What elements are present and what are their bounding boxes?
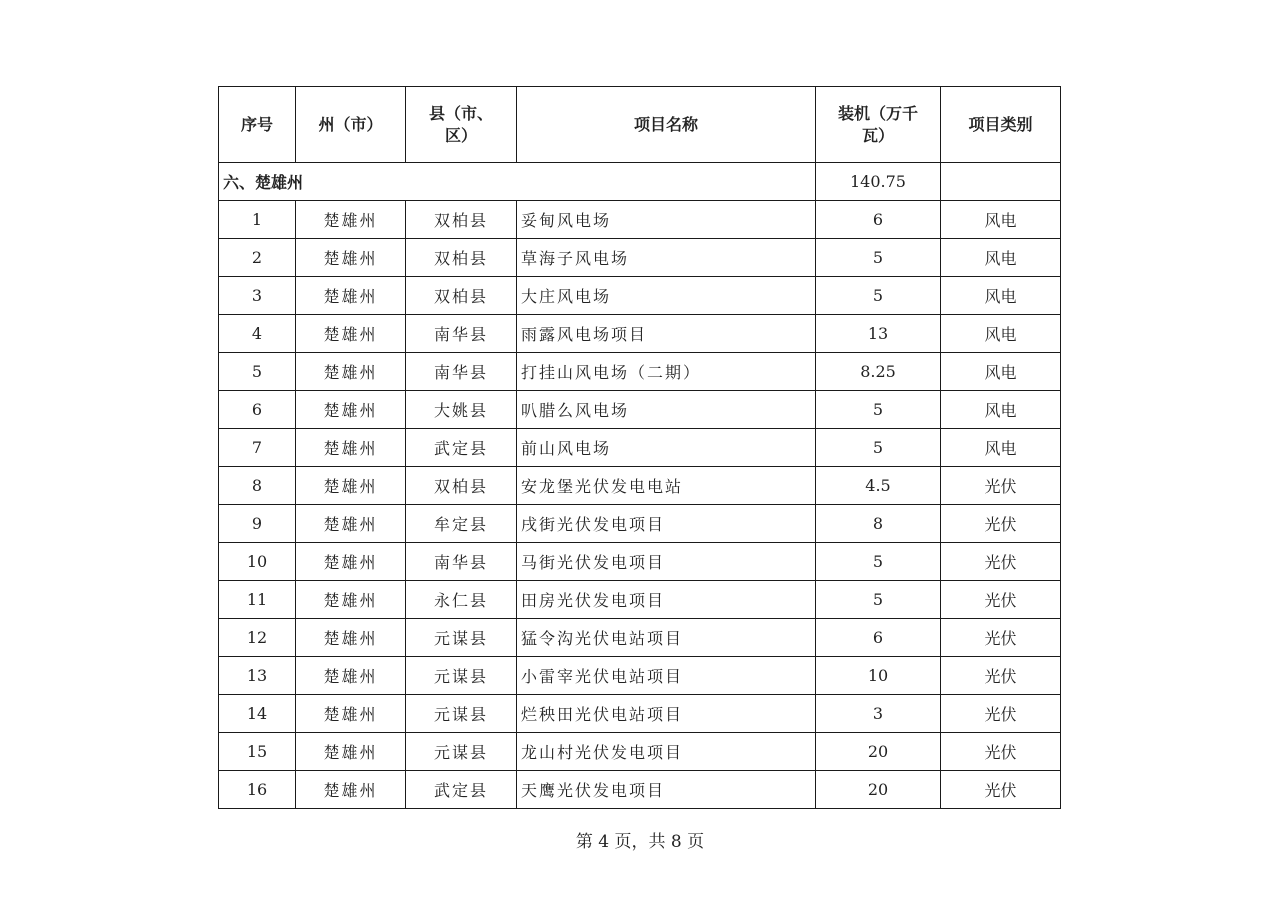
cell-prefecture: 楚雄州 (296, 619, 406, 657)
cell-category: 光伏 (941, 771, 1061, 809)
header-county: 县（市、区） (406, 87, 517, 163)
cell-prefecture: 楚雄州 (296, 353, 406, 391)
cell-no: 15 (219, 733, 296, 771)
cell-prefecture: 楚雄州 (296, 391, 406, 429)
cell-no: 9 (219, 505, 296, 543)
table-row (219, 771, 1061, 809)
cell-prefecture: 楚雄州 (296, 239, 406, 277)
cell-category: 光伏 (941, 467, 1061, 505)
cell-county: 永仁县 (406, 581, 517, 619)
table-row (219, 619, 1061, 657)
cell-county: 双柏县 (406, 467, 517, 505)
cell-capacity: 3 (816, 695, 941, 733)
cell-category: 光伏 (941, 733, 1061, 771)
header-capacity: 装机（万千瓦） (816, 87, 941, 163)
cell-no: 10 (219, 543, 296, 581)
cell-prefecture: 楚雄州 (296, 315, 406, 353)
cell-capacity: 5 (816, 277, 941, 315)
cell-project-name: 烂秧田光伏电站项目 (517, 695, 816, 733)
cell-no: 16 (219, 771, 296, 809)
cell-capacity: 10 (816, 657, 941, 695)
cell-no: 13 (219, 657, 296, 695)
cell-county: 武定县 (406, 771, 517, 809)
cell-county: 武定县 (406, 429, 517, 467)
cell-category: 光伏 (941, 695, 1061, 733)
cell-project-name: 草海子风电场 (517, 239, 816, 277)
cell-project-name: 妥甸风电场 (517, 201, 816, 239)
cell-capacity: 13 (816, 315, 941, 353)
cell-project-name: 安龙堡光伏发电电站 (517, 467, 816, 505)
project-table (218, 86, 1061, 809)
cell-category: 风电 (941, 239, 1061, 277)
cell-no: 1 (219, 201, 296, 239)
cell-no: 4 (219, 315, 296, 353)
cell-prefecture: 楚雄州 (296, 467, 406, 505)
cell-project-name: 前山风电场 (517, 429, 816, 467)
cell-no: 2 (219, 239, 296, 277)
cell-project-name: 龙山村光伏发电项目 (517, 733, 816, 771)
cell-category: 光伏 (941, 581, 1061, 619)
cell-no: 7 (219, 429, 296, 467)
cell-county: 牟定县 (406, 505, 517, 543)
cell-no: 6 (219, 391, 296, 429)
cell-category: 风电 (941, 315, 1061, 353)
cell-no: 11 (219, 581, 296, 619)
cell-no: 12 (219, 619, 296, 657)
cell-capacity: 5 (816, 543, 941, 581)
table-row (219, 543, 1061, 581)
page-footer: 第 4 页，共 8 页 (575, 832, 705, 852)
cell-category: 光伏 (941, 543, 1061, 581)
cell-category: 风电 (941, 201, 1061, 239)
cell-project-name: 小雷宰光伏电站项目 (517, 657, 816, 695)
cell-project-name: 叭腊么风电场 (517, 391, 816, 429)
section-row (219, 163, 1061, 201)
cell-county: 元谋县 (406, 695, 517, 733)
cell-county: 元谋县 (406, 619, 517, 657)
cell-capacity: 20 (816, 733, 941, 771)
header-category: 项目类别 (941, 87, 1061, 163)
table-row (219, 391, 1061, 429)
cell-project-name: 大庄风电场 (517, 277, 816, 315)
cell-capacity: 5 (816, 239, 941, 277)
cell-prefecture: 楚雄州 (296, 657, 406, 695)
table-row (219, 315, 1061, 353)
header-row (219, 87, 1061, 163)
cell-category: 风电 (941, 353, 1061, 391)
cell-county: 南华县 (406, 353, 517, 391)
cell-capacity: 6 (816, 201, 941, 239)
cell-capacity: 20 (816, 771, 941, 809)
cell-project-name: 打挂山风电场（二期） (517, 353, 816, 391)
cell-capacity: 5 (816, 429, 941, 467)
table-row (219, 467, 1061, 505)
table-row (219, 239, 1061, 277)
section-category (941, 163, 1061, 201)
cell-county: 元谋县 (406, 657, 517, 695)
cell-prefecture: 楚雄州 (296, 277, 406, 315)
table-row (219, 581, 1061, 619)
table-row (219, 277, 1061, 315)
cell-category: 风电 (941, 391, 1061, 429)
cell-prefecture: 楚雄州 (296, 581, 406, 619)
cell-capacity: 8 (816, 505, 941, 543)
cell-prefecture: 楚雄州 (296, 771, 406, 809)
header-project: 项目名称 (517, 87, 816, 163)
cell-category: 风电 (941, 277, 1061, 315)
cell-prefecture: 楚雄州 (296, 695, 406, 733)
cell-category: 光伏 (941, 505, 1061, 543)
header-prefecture: 州（市） (296, 87, 406, 163)
cell-county: 双柏县 (406, 201, 517, 239)
cell-project-name: 马街光伏发电项目 (517, 543, 816, 581)
cell-county: 双柏县 (406, 277, 517, 315)
cell-no: 5 (219, 353, 296, 391)
cell-category: 风电 (941, 429, 1061, 467)
cell-county: 大姚县 (406, 391, 517, 429)
cell-capacity: 8.25 (816, 353, 941, 391)
cell-prefecture: 楚雄州 (296, 429, 406, 467)
section-label: 六、楚雄州 (219, 163, 816, 201)
cell-county: 元谋县 (406, 733, 517, 771)
table-row (219, 657, 1061, 695)
header-no: 序号 (219, 87, 296, 163)
cell-prefecture: 楚雄州 (296, 733, 406, 771)
cell-project-name: 猛令沟光伏电站项目 (517, 619, 816, 657)
cell-project-name: 戌街光伏发电项目 (517, 505, 816, 543)
cell-capacity: 5 (816, 391, 941, 429)
table-row (219, 201, 1061, 239)
cell-prefecture: 楚雄州 (296, 505, 406, 543)
cell-county: 南华县 (406, 315, 517, 353)
cell-capacity: 5 (816, 581, 941, 619)
table-row (219, 505, 1061, 543)
cell-prefecture: 楚雄州 (296, 201, 406, 239)
cell-project-name: 雨露风电场项目 (517, 315, 816, 353)
cell-no: 3 (219, 277, 296, 315)
cell-no: 14 (219, 695, 296, 733)
table-row (219, 695, 1061, 733)
cell-no: 8 (219, 467, 296, 505)
table-row (219, 429, 1061, 467)
table-row (219, 353, 1061, 391)
table-row (219, 733, 1061, 771)
cell-project-name: 天鹰光伏发电项目 (517, 771, 816, 809)
cell-county: 双柏县 (406, 239, 517, 277)
cell-category: 光伏 (941, 657, 1061, 695)
section-capacity: 140.75 (816, 163, 941, 201)
cell-capacity: 4.5 (816, 467, 941, 505)
cell-prefecture: 楚雄州 (296, 543, 406, 581)
cell-capacity: 6 (816, 619, 941, 657)
cell-project-name: 田房光伏发电项目 (517, 581, 816, 619)
cell-category: 光伏 (941, 619, 1061, 657)
cell-county: 南华县 (406, 543, 517, 581)
